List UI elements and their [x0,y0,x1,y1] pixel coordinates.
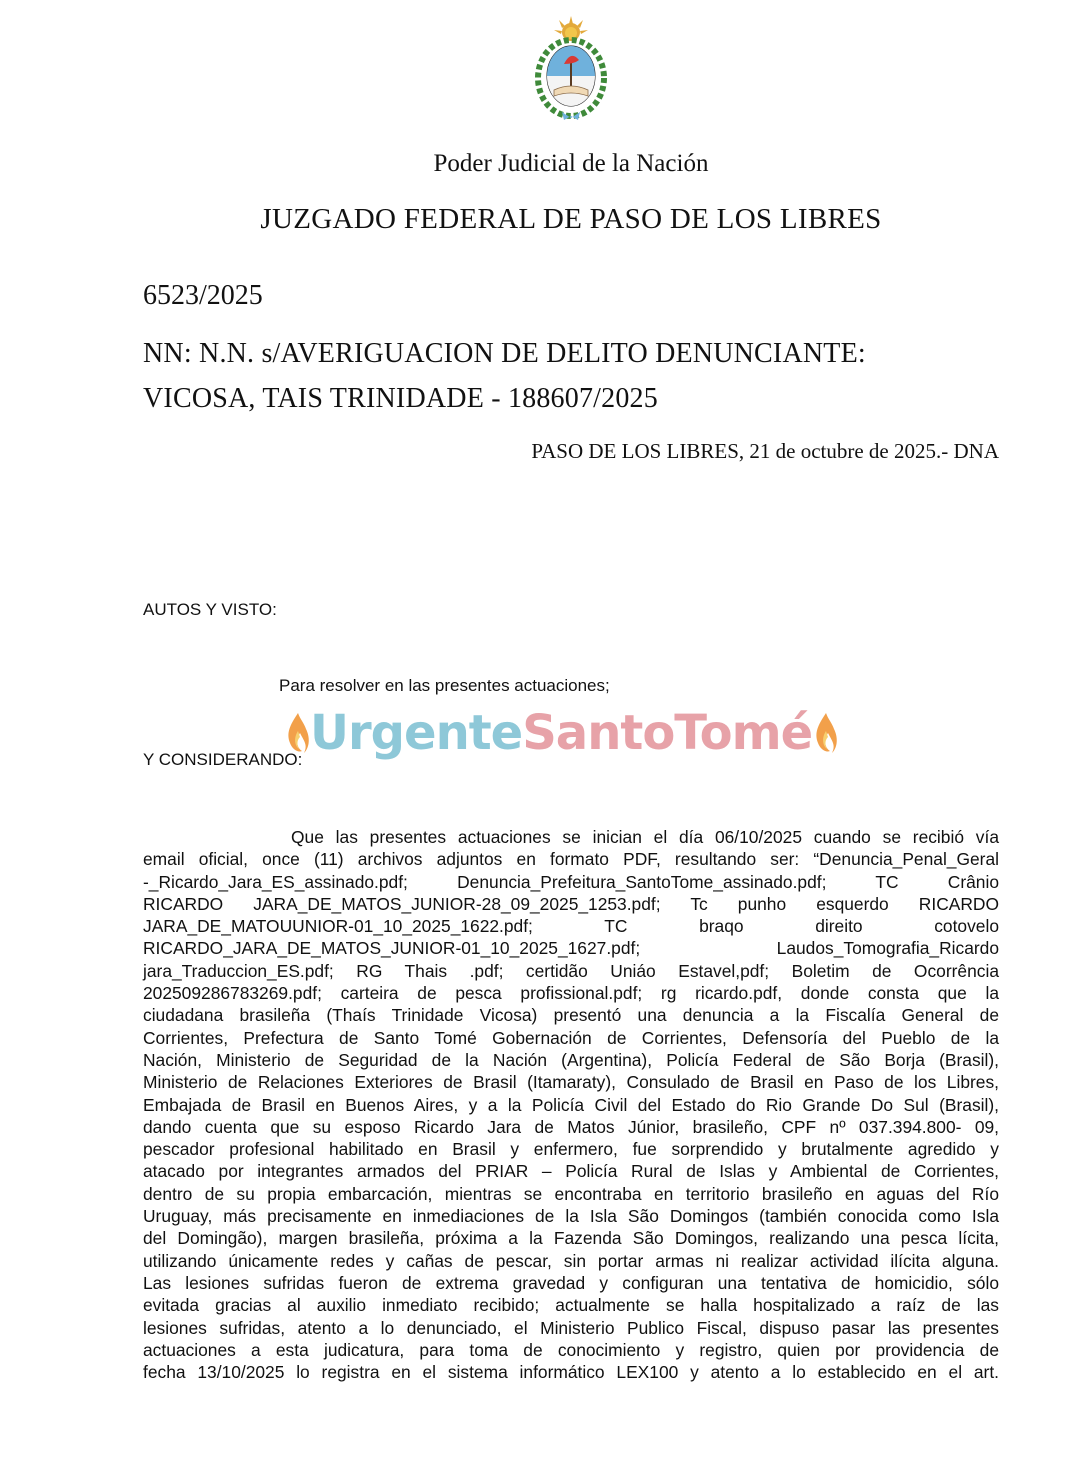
case-caption-line1: NN: N.N. s/AVERIGUACION DE DELITO DENUNCIANTE: [143,338,866,369]
body-line: Las lesiones sufridas fueron de extrema gravedad y configuran una tentativa de homicidio, sólo [143,1272,999,1293]
body-line: Nación, Ministerio de Seguridad de la Nación (Argentina), Policía Federal de São Borja (Brasil), [143,1049,999,1070]
body-line: dando cuenta que su esposo Ricardo Jara de Matos Júnior, brasileño, CPF nº 037.394.800- 09, [143,1116,999,1137]
watermark [284,700,838,766]
body-line: Uruguay, más precisamente en inmediaciones de la Isla São Domingos (también conocida como Isla [143,1206,999,1227]
body-line: RICARDO JARA_DE_MATOS_JUNIOR-28_09_2025_1253.pdf; Tc punho esquerdo RICARDO [143,893,999,914]
watermark-part2: SantoTomé [522,705,813,761]
body-line: email oficial, once (11) archivos adjuntos en formato PDF, resultando ser: “Denuncia_Penal_Geral [143,849,999,870]
body-paragraph [143,826,999,1383]
watermark-part1: Urgente [310,705,523,761]
body-line: jara_Traduccion_ES.pdf; RG Thais .pdf; certidão Uniáo Estavel,pdf; Boletim de Ocorrência [143,960,999,981]
body-line: Que las presentes actuaciones se inician el día 06/10/2025 cuando se recibió vía [291,827,999,847]
body-line: atacado por integrantes armados del PRIAR – Policía Rural de Islas y Ambiental de Corrientes, [143,1161,999,1182]
body-line: dentro de su propia embarcación, mientras se encontraba en territorio brasileño en aguas del Río [143,1183,999,1204]
body-line: pescador profesional habilitado en Brasil y enfermero, fue sorprendido y brutalmente agredido y [143,1139,999,1160]
body-line: 202509286783269.pdf; carteira de pesca profissional.pdf; rg ricardo.pdf, donde consta que la [143,983,999,1004]
flame-icon [284,711,310,755]
body-line: RICARDO_JARA_DE_MATOS_JUNIOR-01_10_2025_1627.pdf; Laudos_Tomografia_Ricardo [143,938,999,959]
body-line: fecha 13/10/2025 lo registra en el sistema informático LEX100 y atento a lo establecido en el art. [143,1362,999,1383]
resolver-text: Para resolver en las presentes actuaciones; [279,676,610,695]
body-line: del Domingão), margen brasileña, próxima a la Fazenda São Domingos, realizando una pesca lícita, [143,1228,999,1249]
organization-header: Poder Judicial de la Nación [433,150,709,177]
autos-heading: AUTOS Y VISTO: [143,600,277,619]
considerando-heading: Y CONSIDERANDO: [143,750,303,769]
body-line: lesiones sufridas, atento a lo denunciado, el Ministerio Publico Fiscal, dispuso pasar las presentes [143,1317,999,1338]
body-line: -_Ricardo_Jara_ES_assinado.pdf; Denuncia_Prefeitura_SantoTome_assinado.pdf; TC Crânio [143,871,999,892]
coat-of-arms-seal [534,14,608,122]
court-title: JUZGADO FEDERAL DE PASO DE LOS LIBRES [260,203,882,235]
body-line: Ministerio de Relaciones Exteriores de Brasil (Itamaraty), Consulado de Brasil en Paso de los Libres, [143,1072,999,1093]
date-line: PASO DE LOS LIBRES, 21 de octubre de 2025.- DNA [531,439,999,463]
body-line: Corrientes, Prefectura de Santo Tomé Gobernación de Corrientes, Defensoría del Pueblo de la [143,1027,999,1048]
flame-icon [812,711,838,755]
body-line: ciudadana brasileña (Thaís Trinidade Vicosa) presentó una denuncia a la Fiscalía General de [143,1005,999,1026]
body-line: utilizando únicamente redes y cañas de pescar, sin portar armas ni realizar actividad ilícita alguna. [143,1250,999,1271]
body-line: Embajada de Brasil en Buenos Aires, y a la Policía Civil del Estado do Rio Grande Do Sul (Brasil), [143,1094,999,1115]
body-line: actuaciones a esta judicatura, para toma de conocimiento y registro, quien por providencia de [143,1339,999,1360]
body-line: JARA_DE_MATOUUNIOR-01_10_2025_1622.pdf; TC braqo direito cotovelo [143,916,999,937]
case-number: 6523/2025 [143,280,263,311]
body-line: evitada gracias al auxilio inmediato recibido; actualmente se halla hospitalizado a raíz de las [143,1295,999,1316]
case-caption-line2: VICOSA, TAIS TRINIDADE - 188607/2025 [143,383,658,414]
